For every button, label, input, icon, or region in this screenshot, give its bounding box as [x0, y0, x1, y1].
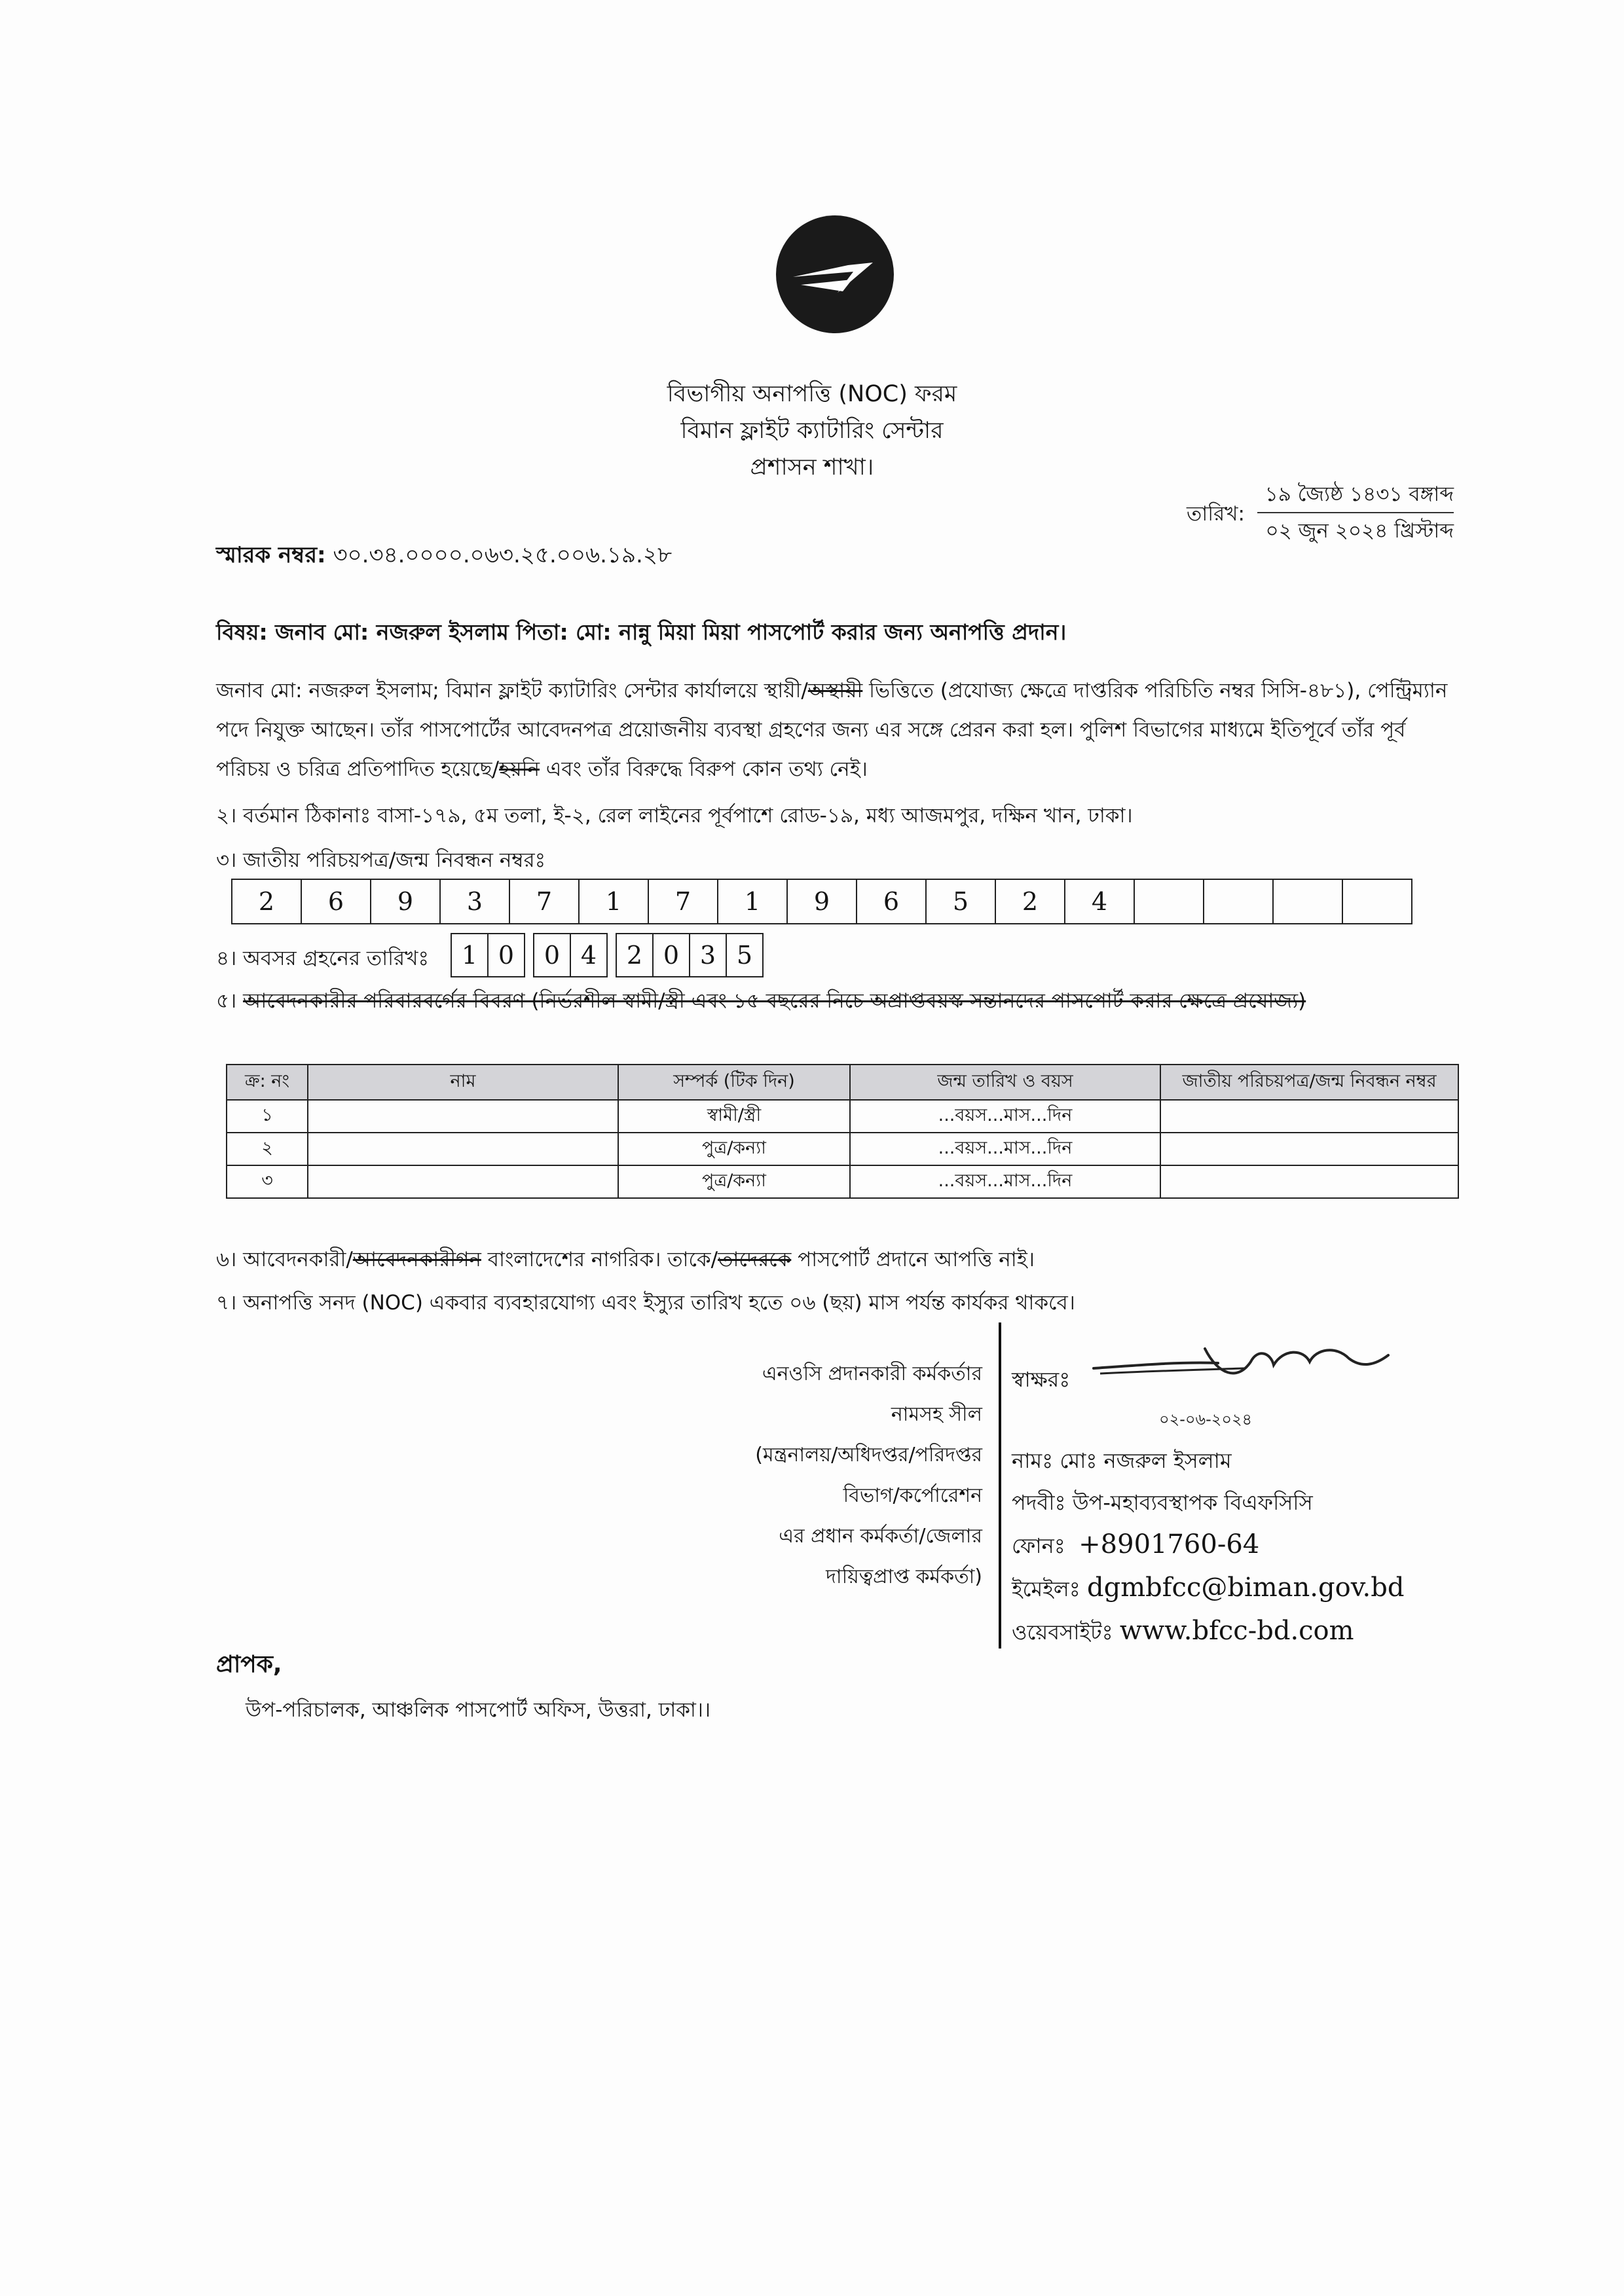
officer-label-line: (মন্ত্রনালয়/অধিদপ্তর/পরিদপ্তর — [755, 1444, 982, 1467]
retire-year — [617, 933, 764, 977]
cell-age: ...বয়স...মাস...দিন — [850, 1165, 1160, 1198]
signatory-designation: পদবীঃ উপ-মহাব্যবস্থাপক বিএফসিসি — [1012, 1490, 1313, 1515]
retire-month — [534, 933, 608, 977]
struck-text: তাদেরকে — [718, 1248, 792, 1271]
officer-label-line: দায়িত্বপ্রাপ্ত কর্মকর্তা) — [826, 1565, 982, 1588]
col-header: সম্পর্ক (টিক দিন) — [618, 1065, 850, 1100]
cell-sl: ৩ — [227, 1165, 308, 1198]
family-details-label — [216, 985, 1306, 1019]
cell-nid[interactable] — [1160, 1133, 1458, 1165]
struck-text: আবেদনকারীগন — [352, 1248, 481, 1271]
organization-name: বিমান ফ্লাইট ক্যাটারিং সেন্টার — [680, 418, 944, 444]
retire-digit-box: 0 — [533, 933, 571, 977]
memo-label: স্মারক নম্বর: — [216, 542, 326, 568]
phone-label: ফোনঃ — [1012, 1533, 1065, 1558]
nid-digit-box — [1342, 879, 1412, 924]
officer-label-line: এর প্রধান কর্মকর্তা/জেলার — [779, 1525, 982, 1548]
officer-label-line: নামসহ সীল — [891, 1403, 982, 1426]
signature-label: স্বাক্ষরঃ — [1012, 1367, 1071, 1392]
nid-label: ৩। জাতীয় পরিচয়পত্র/জন্ম নিবন্ধন নম্বরঃ — [216, 848, 546, 872]
signatory-name: নামঃ মোঃ নজরুল ইসলাম — [1012, 1448, 1232, 1473]
website-row — [1012, 1610, 1404, 1653]
nid-digit-box: 6 — [856, 879, 927, 924]
signature-divider — [999, 1322, 1001, 1649]
biman-logo-icon — [775, 214, 895, 335]
para-text-b: ভিত্তিতে (প্রযোজ্য ক্ষেত্রে দাপ্তরিক পরিচিতি নম্বর সিসি-৪৮১), পেন্ট্রিম্যান পদে নিযুক্ত আছেন। তাঁর পাসপোর্টের আবেদনপত্র প্রয়োজনীয় ব্যবস্থা গ্রহণের জন্য এর সঙ্গে প্রেরন করা হল। পুলিশ বিভাগের মাধ্যমে ইতিপূর্বে তাঁর পূর্ব পরিচয় ও চরিত্র প্রতিপাদিত হয়েছে/ — [216, 679, 1448, 781]
nid-digit-box: 2 — [231, 879, 302, 924]
cell-age: ...বয়স...মাস...দিন — [850, 1133, 1160, 1165]
retire-digit-box: 4 — [570, 933, 608, 977]
form-title: বিভাগীয় অনাপত্তি (NOC) ফরম — [667, 381, 957, 407]
website-value: www.bfcc-bd.com — [1119, 1616, 1354, 1646]
date-gregorian: ০২ জুন ২০২৪ খ্রিস্টাব্দ — [1265, 519, 1454, 543]
table-row — [227, 1165, 1458, 1198]
item-number: ৫। — [216, 989, 244, 1013]
cell-age: ...বয়স...মাস...দিন — [850, 1100, 1160, 1133]
family-table — [226, 1064, 1459, 1199]
retirement-label: ৪। অবসর গ্রহনের তারিখঃ — [216, 947, 429, 970]
retire-digit-box: 3 — [689, 933, 727, 977]
retirement-date-boxes — [452, 933, 773, 977]
phone-row — [1012, 1523, 1404, 1567]
email-row — [1012, 1567, 1404, 1610]
retire-digit-box: 0 — [652, 933, 690, 977]
nid-digit-box — [1203, 879, 1274, 924]
body-paragraph — [216, 671, 1460, 789]
memo-number — [216, 538, 672, 575]
cell-name[interactable] — [308, 1165, 618, 1198]
col-header: নাম — [308, 1065, 618, 1100]
email-value: dgmbfcc@biman.gov.bd — [1087, 1573, 1405, 1603]
signature-date: ০২-০৬-২০২৪ — [1159, 1410, 1253, 1429]
cell-nid[interactable] — [1160, 1165, 1458, 1198]
text: বাংলাদেশের নাগরিক। তাকে/ — [481, 1248, 718, 1271]
nid-digit-box — [1134, 879, 1204, 924]
officer-label-line: বিভাগ/কর্পোরেশন — [843, 1484, 982, 1507]
nid-digit-box: 1 — [717, 879, 788, 924]
cell-name[interactable] — [308, 1133, 618, 1165]
struck-text: হয়নি — [499, 757, 540, 781]
cell-relation: স্বামী/স্ত্রী — [618, 1100, 850, 1133]
phone-value: +8901760-64 — [1079, 1529, 1260, 1559]
struck-text: অস্থায়ী — [807, 679, 863, 702]
date-label: তারিখ: — [1187, 502, 1245, 526]
cell-nid[interactable] — [1160, 1100, 1458, 1133]
address-line: ২। বর্তমান ঠিকানাঃ বাসা-১৭৯, ৫ম তলা, ই-২, রেল লাইনের পূর্বপাশে রোড-১৯, মধ্য আজমপুর, দক্ষিন খান, ঢাকা। — [216, 804, 1133, 828]
officer-label-line: এনওসি প্রদানকারী কর্মকর্তার — [762, 1362, 982, 1385]
retire-digit-box: 5 — [726, 933, 764, 977]
cell-relation: পুত্র/কন্যা — [618, 1133, 850, 1165]
cell-sl: ১ — [227, 1100, 308, 1133]
retire-day — [452, 933, 525, 977]
date-block — [1187, 477, 1454, 549]
memo-value: ৩০.৩৪.০০০০.০৬৩.২৫.০০৬.১৯.২৮ — [333, 542, 673, 568]
retire-digit-box: 2 — [616, 933, 654, 977]
nid-digit-box: 2 — [995, 879, 1065, 924]
nid-number-boxes — [232, 879, 1412, 924]
text: ৬। আবেদনকারী/ — [216, 1248, 353, 1271]
cell-name[interactable] — [308, 1100, 618, 1133]
recipient-address: উপ-পরিচালক, আঞ্চলিক পাসপোর্ট অফিস, উত্তরা, ঢাকা।। — [246, 1698, 711, 1722]
cell-sl: ২ — [227, 1133, 308, 1165]
nid-digit-box — [1272, 879, 1343, 924]
nid-digit-box: 4 — [1064, 879, 1135, 924]
col-header: জাতীয় পরিচয়পত্র/জন্ম নিবন্ধন নম্বর — [1160, 1065, 1458, 1100]
table-row — [227, 1100, 1458, 1133]
nid-digit-box: 1 — [578, 879, 649, 924]
officer-label — [707, 1354, 982, 1597]
retire-digit-box: 1 — [451, 933, 489, 977]
text: পাসপোর্ট প্রদানে আপত্তি নাই। — [791, 1248, 1035, 1271]
recipient-label: প্রাপক, — [216, 1651, 282, 1678]
section-name: প্রশাসন শাখা। — [750, 454, 874, 481]
website-label: ওয়েবসাইটঃ — [1012, 1620, 1113, 1645]
email-label: ইমেইলঃ — [1012, 1576, 1080, 1601]
nid-digit-box: 7 — [509, 879, 580, 924]
nid-digit-box: 3 — [439, 879, 510, 924]
validity-statement: ৭। অনাপত্তি সনদ (NOC) একবার ব্যবহারযোগ্য এবং ইস্যুর তারিখ হতে ০৬ (ছয়) মাস পর্যন্ত কার্যকর থাকবে। — [216, 1291, 1075, 1315]
cell-relation: পুত্র/কন্যা — [618, 1165, 850, 1198]
signatory-details — [1012, 1358, 1404, 1653]
nid-digit-box: 6 — [301, 879, 371, 924]
nid-digit-box: 9 — [786, 879, 857, 924]
nid-digit-box: 5 — [925, 879, 996, 924]
para-text-c: এবং তাঁর বিরুদ্ধে বিরুপ কোন তথ্য নেই। — [539, 757, 868, 781]
col-header: ক্র: নং — [227, 1065, 308, 1100]
retire-digit-box: 0 — [487, 933, 525, 977]
nid-digit-box: 9 — [370, 879, 441, 924]
citizenship-statement — [216, 1244, 1035, 1278]
col-header: জন্ম তারিখ ও বয়স — [850, 1065, 1160, 1100]
nid-digit-box: 7 — [648, 879, 718, 924]
subject-line: বিষয়: জনাব মো: নজরুল ইসলাম পিতা: মো: নান্নু মিয়া মিয়া পাসপোর্ট করার জন্য অনাপত্তি প্রদান। — [216, 619, 1067, 645]
table-row — [227, 1133, 1458, 1165]
date-bangla: ১৯ জ্যৈষ্ঠ ১৪৩১ বঙ্গাব্দ — [1264, 483, 1454, 506]
para-text-a: জনাব মো: নজরুল ইসলাম; বিমান ফ্লাইট ক্যাটারিং সেন্টার কার্যালয়ে স্থায়ী/ — [216, 679, 808, 702]
table-header-row — [227, 1065, 1458, 1100]
struck-text: আবেদনকারীর পরিবারবর্গের বিবরণ (নির্ভরশীল স্বামী/স্ত্রী এবং ১৫ বছরের নিচে অপ্রাপ্তবয়স্ক সন্তানদের পাসপোর্ট করার ক্ষেত্রে প্রযোজ্য) — [243, 989, 1306, 1013]
